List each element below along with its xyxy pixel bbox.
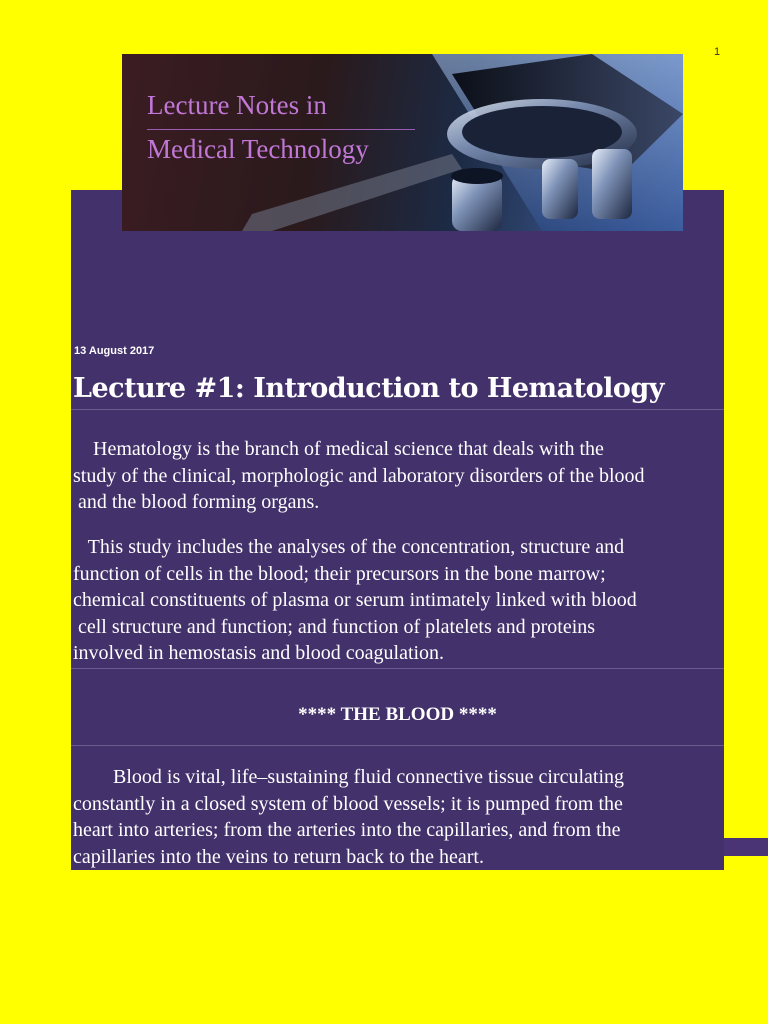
paragraph-line: Hematology is the branch of medical science that deals with the [73, 438, 604, 460]
section-divider-top [71, 668, 724, 669]
paragraph-line: and the blood forming organs. [73, 491, 320, 513]
paragraph-line: capillaries into the veins to return back to the heart. [73, 845, 484, 868]
paragraph-line: study of the clinical, morphologic and laboratory disorders of the blood [73, 464, 645, 487]
side-stripe [724, 838, 768, 856]
paragraph-line: function of cells in the blood; their precursors in the bone marrow; [73, 562, 606, 585]
banner-title-line2: Medical Technology [147, 134, 369, 164]
paragraph-line: constantly in a closed system of blood vessels; it is pumped from the [73, 792, 623, 815]
paragraph-line: involved in hemostasis and blood coagulation. [73, 642, 445, 664]
scope-paragraph [73, 534, 723, 667]
content-panel [71, 190, 724, 870]
lecture-date: 13 August 2017 [74, 345, 155, 357]
heading-divider [71, 409, 724, 410]
paragraph-line: chemical constituents of plasma or serum intimately linked with blood [73, 589, 637, 611]
section-title: **** THE BLOOD **** [298, 704, 497, 725]
blood-paragraph [73, 764, 723, 870]
banner-title-rule [147, 129, 415, 130]
header-banner [122, 54, 683, 231]
paragraph-line: heart into arteries; from the arteries into the capillaries, and from the [73, 819, 621, 841]
banner-title-line1: Lecture Notes in [147, 90, 327, 120]
paragraph-line: This study includes the analyses of the concentration, structure and [73, 536, 625, 558]
paragraph-line: Blood is vital, life–sustaining fluid connective tissue circulating [73, 766, 625, 788]
paragraph-line: cell structure and function; and function of platelets and proteins [73, 615, 596, 638]
page-number: 1 [714, 46, 721, 58]
section-divider-bottom [71, 745, 724, 746]
lecture-heading: Lecture #1: Introduction to Hematology [73, 373, 664, 404]
intro-paragraph [73, 436, 723, 516]
